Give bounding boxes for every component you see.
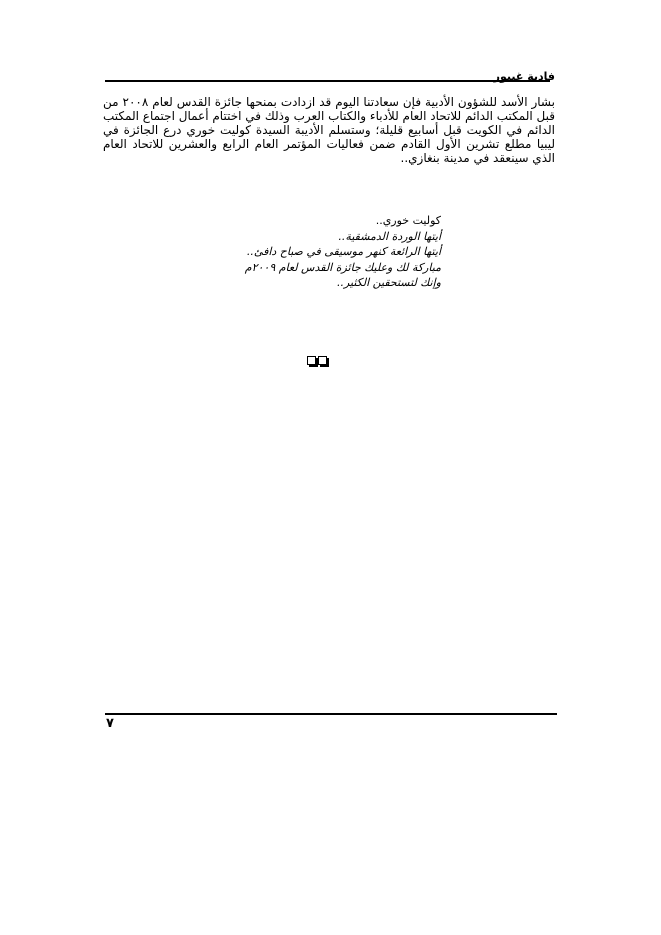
square-ornament-icon <box>307 356 316 365</box>
poem-line-5: وإنك لتستحقين الكثير.. <box>336 276 441 289</box>
poem-line-2: أيتها الوردة الدمشقية.. <box>338 229 441 243</box>
poem-line-4: مباركة لك وعليك جائزة القدس لعام ٢٠٠٩م <box>244 260 441 274</box>
square-ornament-icon <box>318 356 327 365</box>
body-paragraph: بشار الأسد للشؤون الأدبية فإن سعادتنا اليوم قد ازدادت بمنحها جائزة القدس لعام ٢٠٠٨ من قبل المكتب الدائم للاتحاد العام للأدباء والكتاب العرب وذلك في اختتام أعمال اجتماع المكتب الدائم في الكويت قبل أسابيع قليلة؛ وستسلم الأديبة السيدة كوليت خوري درع الجائزة في ليبيا مطلع تشرين الأول القادم ضمن فعاليات المؤتمر العام الرابع والعشرين للاتحاد العام الذي سينعقد في مدينة بنغازي.. <box>103 95 555 165</box>
header-divider <box>105 80 550 82</box>
poem-line-3: أيتها الرائعة كنهر موسيقى في صباح دافئ.. <box>246 245 441 258</box>
footer-divider <box>105 713 557 715</box>
running-header-title: فادية غيبور <box>493 70 555 83</box>
poem-line-1: كوليت خوري.. <box>375 214 441 227</box>
page-number: ٧ <box>106 716 114 731</box>
poem-block <box>181 213 441 291</box>
section-separator-icon <box>307 356 327 365</box>
